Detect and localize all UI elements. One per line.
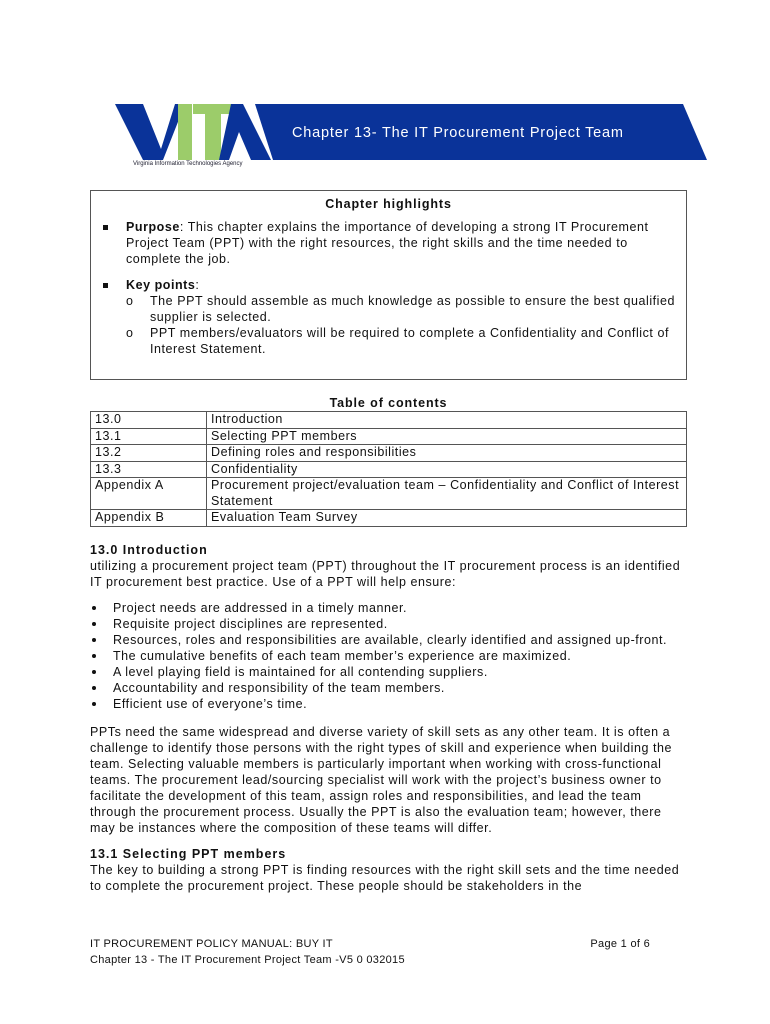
- footer-manual: IT PROCUREMENT POLICY MANUAL: BUY IT: [90, 938, 333, 950]
- toc-row[interactable]: [91, 478, 687, 510]
- intro-bullet-list: [90, 600, 690, 712]
- toc-title-cell[interactable]: Selecting PPT members: [207, 428, 687, 445]
- toc-number: 13.0: [91, 412, 207, 429]
- key-point: [126, 325, 676, 357]
- toc-title-cell[interactable]: Procurement project/evaluation team – Confidentiality and Conflict of Interest Statement: [207, 478, 687, 510]
- chapter-highlights-box: [90, 190, 687, 380]
- list-item: Requisite project disciplines are represented.: [90, 616, 690, 632]
- highlights-title: Chapter highlights: [325, 197, 452, 211]
- key-point-text: PPT members/evaluators will be required to complete a Confidentiality and Conflict of Interest Statement.: [150, 326, 669, 356]
- toc-title-cell[interactable]: Defining roles and responsibilities: [207, 445, 687, 462]
- toc-row[interactable]: [91, 412, 687, 429]
- toc-title-cell[interactable]: Evaluation Team Survey: [207, 510, 687, 527]
- toc-row[interactable]: [91, 461, 687, 478]
- agency-name: Virginia Information Technologies Agency: [133, 161, 243, 167]
- key-points-item: [101, 277, 676, 357]
- key-point-text: The PPT should assemble as much knowledge as possible to ensure the best qualified supplier is selected.: [150, 294, 676, 324]
- footer-chapter: Chapter 13 - The IT Procurement Project Team -V5 0 032015: [90, 954, 405, 966]
- square-bullet-icon: [103, 225, 108, 230]
- intro-lead: utilizing a procurement project team (PPT) throughout the IT procurement process is an identified IT procurement best practice. Use of a PPT will help ensure:: [90, 559, 681, 589]
- toc-title: Table of contents: [329, 396, 448, 410]
- chapter-title: Chapter 13- The IT Procurement Project Team: [292, 125, 624, 141]
- list-item: A level playing field is maintained for all contending suppliers.: [90, 664, 690, 680]
- key-points-label: Key points: [126, 278, 196, 292]
- circle-bullet-icon: o: [126, 294, 134, 308]
- list-item: Project needs are addressed in a timely manner.: [90, 600, 690, 616]
- list-item: Accountability and responsibility of the team members.: [90, 680, 690, 696]
- selecting-paragraph: The key to building a strong PPT is finding resources with the right skill sets and the time needed to complete the procurement project. These people should be stakeholders in the: [90, 863, 680, 893]
- toc-title-cell[interactable]: Confidentiality: [207, 461, 687, 478]
- toc-number: Appendix A: [91, 478, 207, 510]
- toc-row[interactable]: [91, 510, 687, 527]
- toc-number: 13.2: [91, 445, 207, 462]
- key-point: [126, 293, 676, 325]
- toc-number: 13.3: [91, 461, 207, 478]
- page-footer: [90, 936, 650, 968]
- section-heading-13-1: 13.1 Selecting PPT members: [90, 847, 287, 861]
- toc-number: 13.1: [91, 428, 207, 445]
- page-number: Page 1 of 6: [590, 938, 650, 950]
- list-item: Efficient use of everyone’s time.: [90, 696, 690, 712]
- purpose-label: Purpose: [126, 220, 180, 234]
- purpose-text: : This chapter explains the importance of developing a strong IT Procurement Project Team (PPT) with the right resources, the right skills and the time needed to complete the job.: [126, 220, 649, 266]
- list-item: The cumulative benefits of each team member’s experience are maximized.: [90, 648, 690, 664]
- toc-title-cell[interactable]: Introduction: [207, 412, 687, 429]
- toc-row[interactable]: [91, 428, 687, 445]
- colon: :: [195, 278, 200, 292]
- section-heading-13-0: 13.0 Introduction: [90, 543, 208, 557]
- main-content: [90, 542, 690, 894]
- circle-bullet-icon: o: [126, 326, 134, 340]
- toc-table: [90, 411, 687, 527]
- purpose-item: [101, 219, 676, 267]
- list-item: Resources, roles and responsibilities are available, clearly identified and assigned up-front.: [90, 632, 690, 648]
- toc-number: Appendix B: [91, 510, 207, 527]
- square-bullet-icon: [103, 283, 108, 288]
- toc-row[interactable]: [91, 445, 687, 462]
- intro-paragraph: PPTs need the same widespread and diverse variety of skill sets as any other team. It is often a challenge to identify those persons with the right types of skill and experience when building the team. Selecting valuable members is particularly important when working with cross-functional teams. The procurement lead/sourcing specialist will work with the project’s business owner to facilitate the development of this team, assign roles and responsibilities, and lead the team through the procurement process. Usually the PPT is also the evaluation team; however, there may be instances where the composition of these teams will differ.: [90, 725, 672, 835]
